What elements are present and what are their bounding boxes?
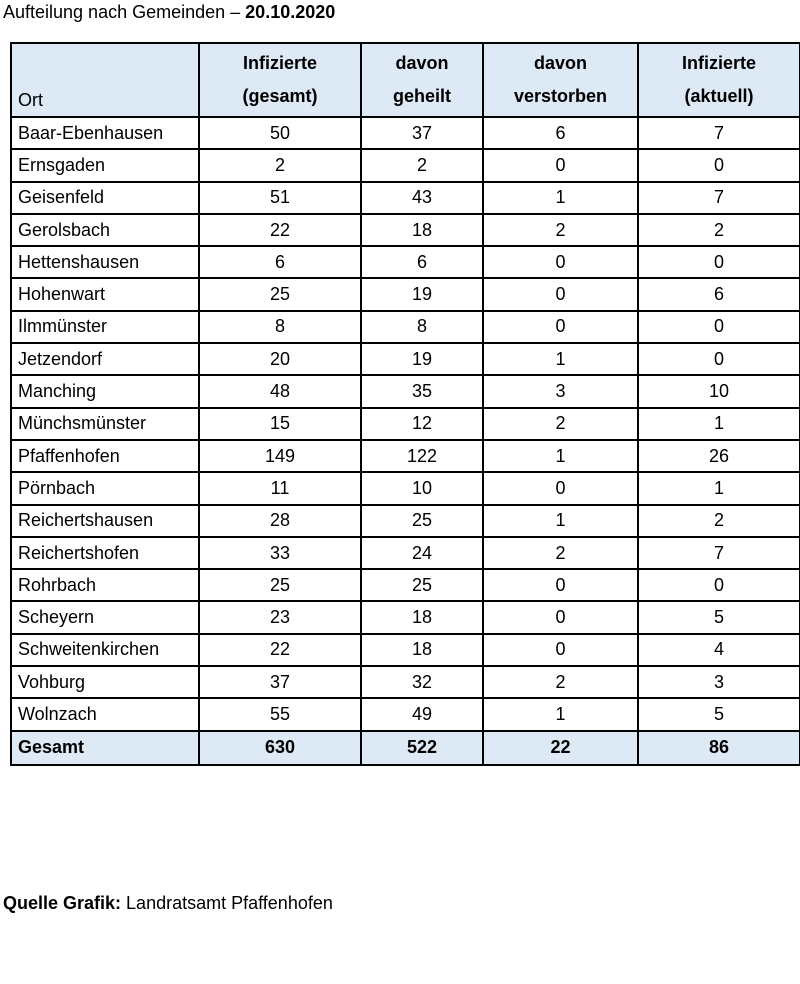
- row-value: 5: [638, 601, 800, 633]
- header-line: (aktuell): [684, 86, 754, 106]
- header-row: [11, 43, 800, 117]
- row-value: 28: [199, 505, 361, 537]
- row-value: 2: [199, 149, 361, 181]
- row-ort: Rohrbach: [11, 569, 199, 601]
- row-ort: Ernsgaden: [11, 149, 199, 181]
- header-infizierte-gesamt: [199, 43, 361, 117]
- row-value: 23: [199, 601, 361, 633]
- table-row: [11, 375, 800, 407]
- row-value: 2: [361, 149, 483, 181]
- table-row: [11, 149, 800, 181]
- row-ort: Wolnzach: [11, 698, 199, 730]
- row-value: 1: [483, 505, 638, 537]
- row-ort: Hohenwart: [11, 278, 199, 310]
- row-ort: Vohburg: [11, 666, 199, 698]
- row-value: 22: [199, 634, 361, 666]
- table-row: [11, 343, 800, 375]
- row-value: 43: [361, 182, 483, 214]
- table-row: [11, 505, 800, 537]
- table-row: [11, 601, 800, 633]
- row-value: 122: [361, 440, 483, 472]
- row-value: 0: [483, 569, 638, 601]
- header-line: verstorben: [513, 86, 608, 106]
- row-value: 0: [483, 278, 638, 310]
- row-value: 22: [199, 214, 361, 246]
- table-row: [11, 698, 800, 730]
- row-value: 2: [483, 537, 638, 569]
- row-value: 1: [638, 408, 800, 440]
- row-value: 6: [638, 278, 800, 310]
- row-value: 18: [361, 214, 483, 246]
- row-value: 1: [483, 698, 638, 730]
- table-row: [11, 440, 800, 472]
- row-value: 0: [638, 149, 800, 181]
- row-value: 7: [638, 182, 800, 214]
- title-date: 20.10.2020: [245, 2, 336, 22]
- header-ort: Ort: [11, 43, 199, 117]
- header-line: (gesamt): [242, 86, 318, 106]
- row-value: 3: [638, 666, 800, 698]
- row-value: 0: [638, 569, 800, 601]
- table-row: [11, 537, 800, 569]
- table-row: [11, 214, 800, 246]
- row-value: 0: [483, 246, 638, 278]
- row-value: 25: [199, 569, 361, 601]
- row-ort: Pörnbach: [11, 472, 199, 504]
- row-value: 0: [638, 311, 800, 343]
- row-value: 7: [638, 117, 800, 149]
- row-value: 3: [483, 375, 638, 407]
- row-ort: Ilmmünster: [11, 311, 199, 343]
- row-value: 2: [483, 666, 638, 698]
- header-line: Infizierte: [242, 53, 317, 73]
- row-value: 12: [361, 408, 483, 440]
- row-value: 15: [199, 408, 361, 440]
- row-value: 2: [483, 214, 638, 246]
- table-row: [11, 246, 800, 278]
- row-value: 0: [638, 343, 800, 375]
- row-value: 0: [638, 246, 800, 278]
- row-ort: Schweitenkirchen: [11, 634, 199, 666]
- row-value: 26: [638, 440, 800, 472]
- row-value: 10: [638, 375, 800, 407]
- header-verstorben: [483, 43, 638, 117]
- header-line: davon: [395, 53, 449, 73]
- header-line: geheilt: [392, 86, 451, 106]
- row-value: 0: [483, 149, 638, 181]
- row-value: 25: [361, 569, 483, 601]
- page-title: [3, 2, 335, 23]
- title-prefix: Aufteilung nach Gemeinden –: [3, 2, 246, 22]
- source-text: Landratsamt Pfaffenhofen: [121, 893, 333, 913]
- table-row: [11, 311, 800, 343]
- row-value: 1: [483, 182, 638, 214]
- total-cell: 522: [361, 731, 483, 765]
- row-ort: Münchsmünster: [11, 408, 199, 440]
- row-ort: Scheyern: [11, 601, 199, 633]
- table-row: [11, 666, 800, 698]
- row-ort: Gerolsbach: [11, 214, 199, 246]
- table-row: [11, 182, 800, 214]
- row-ort: Geisenfeld: [11, 182, 199, 214]
- row-value: 32: [361, 666, 483, 698]
- row-ort: Manching: [11, 375, 199, 407]
- row-value: 37: [361, 117, 483, 149]
- row-ort: Reichertshofen: [11, 537, 199, 569]
- row-value: 1: [483, 343, 638, 375]
- row-value: 4: [638, 634, 800, 666]
- total-cell: 630: [199, 731, 361, 765]
- row-value: 2: [483, 408, 638, 440]
- total-row: [11, 731, 800, 765]
- table-row: [11, 634, 800, 666]
- row-ort: Reichertshausen: [11, 505, 199, 537]
- row-value: 1: [483, 440, 638, 472]
- row-value: 0: [483, 311, 638, 343]
- row-value: 51: [199, 182, 361, 214]
- total-label: Gesamt: [11, 731, 199, 765]
- row-value: 0: [483, 472, 638, 504]
- row-value: 8: [199, 311, 361, 343]
- row-value: 25: [361, 505, 483, 537]
- row-value: 10: [361, 472, 483, 504]
- row-value: 24: [361, 537, 483, 569]
- table-row: [11, 117, 800, 149]
- row-value: 55: [199, 698, 361, 730]
- row-ort: Baar-Ebenhausen: [11, 117, 199, 149]
- row-value: 8: [361, 311, 483, 343]
- row-value: 20: [199, 343, 361, 375]
- row-value: 19: [361, 343, 483, 375]
- header-geheilt: [361, 43, 483, 117]
- row-value: 50: [199, 117, 361, 149]
- row-value: 1: [638, 472, 800, 504]
- row-value: 33: [199, 537, 361, 569]
- row-value: 6: [199, 246, 361, 278]
- table-row: [11, 472, 800, 504]
- row-value: 2: [638, 505, 800, 537]
- row-value: 2: [638, 214, 800, 246]
- row-value: 37: [199, 666, 361, 698]
- table-body: [11, 117, 800, 731]
- table-row: [11, 569, 800, 601]
- header-line: davon: [533, 53, 587, 73]
- table-row: [11, 278, 800, 310]
- row-ort: Jetzendorf: [11, 343, 199, 375]
- row-value: 0: [483, 601, 638, 633]
- row-value: 0: [483, 634, 638, 666]
- row-value: 18: [361, 634, 483, 666]
- row-ort: Pfaffenhofen: [11, 440, 199, 472]
- row-value: 25: [199, 278, 361, 310]
- row-ort: Hettenshausen: [11, 246, 199, 278]
- row-value: 7: [638, 537, 800, 569]
- row-value: 5: [638, 698, 800, 730]
- header-infizierte-aktuell: [638, 43, 800, 117]
- row-value: 11: [199, 472, 361, 504]
- header-line: Infizierte: [681, 53, 756, 73]
- row-value: 6: [483, 117, 638, 149]
- infection-table: [10, 42, 800, 766]
- total-cell: 86: [638, 731, 800, 765]
- row-value: 18: [361, 601, 483, 633]
- source-note: [3, 893, 333, 914]
- total-cell: 22: [483, 731, 638, 765]
- row-value: 49: [361, 698, 483, 730]
- row-value: 19: [361, 278, 483, 310]
- row-value: 149: [199, 440, 361, 472]
- table-row: [11, 408, 800, 440]
- row-value: 6: [361, 246, 483, 278]
- source-label: Quelle Grafik:: [3, 893, 122, 913]
- row-value: 48: [199, 375, 361, 407]
- row-value: 35: [361, 375, 483, 407]
